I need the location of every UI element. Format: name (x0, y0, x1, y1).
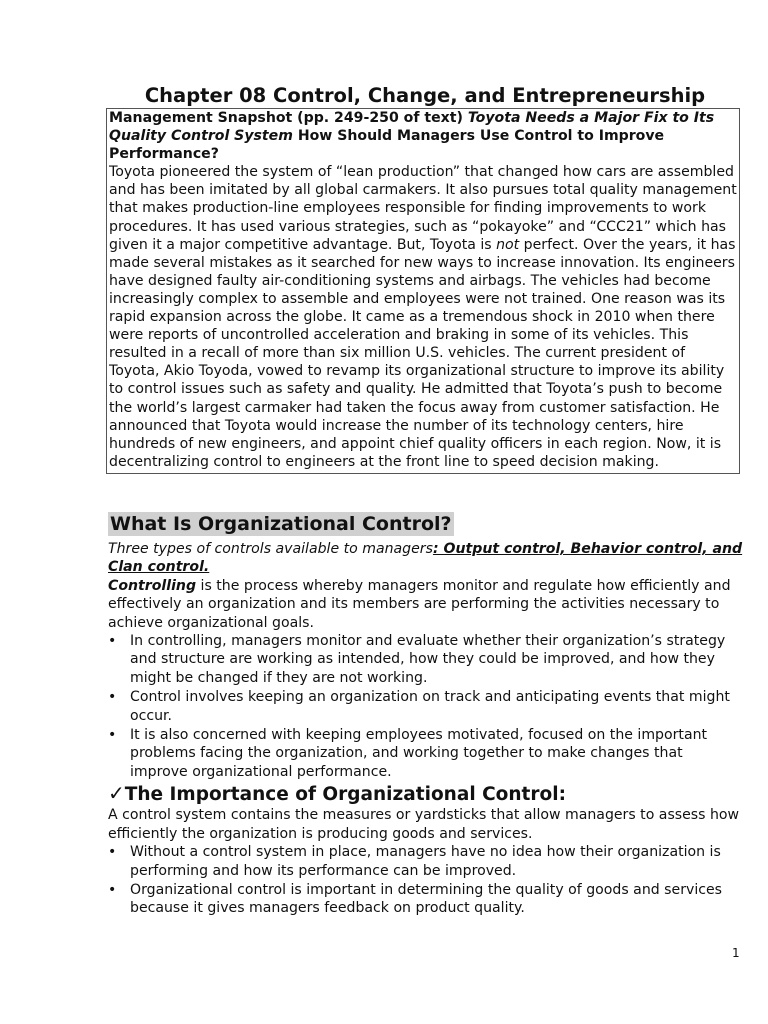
control-types-line (108, 540, 744, 577)
controlling-term: Controlling (108, 577, 197, 594)
control-types-list: : Output control, Behavior control, and Clan control. (108, 541, 743, 576)
snapshot-lead: Management Snapshot (pp. 249-250 of text) (109, 110, 468, 126)
snapshot-italic-title: Toyota Needs a Major Fix to Its Quality Control System (109, 110, 715, 145)
snapshot-question: How Should Managers Use Control to Improve Performance? (109, 128, 665, 163)
controlling-definition (108, 577, 744, 632)
management-snapshot-box (106, 108, 740, 474)
control-types-intro: Three types of controls available to managers (108, 541, 433, 557)
bullet-icon: • (108, 881, 117, 898)
bullet-icon: • (108, 727, 117, 744)
section-heading-importance (108, 782, 744, 806)
control-system-intro: A control system contains the measures or yardsticks that allow managers to assess how efficiently the organization is producing goods and services. (108, 807, 740, 842)
list-item: • Control involves keeping an organization on track and anticipating events that might occur. (108, 689, 730, 724)
snapshot-body (109, 163, 737, 471)
bullet-icon: • (108, 689, 117, 706)
importance-heading-text: The Importance of Organizational Control (124, 784, 559, 806)
snapshot-body-em: not (496, 236, 520, 253)
list-item: • In controlling, managers monitor and evaluate whether their organization’s strategy and structure are working as intended, how they could be improved, and how they might be changed if they are not working. (108, 633, 726, 686)
bullet-icon: • (108, 844, 117, 861)
importance-bullet-list (108, 843, 744, 918)
importance-heading-colon: : (558, 784, 566, 806)
snapshot-body-post: perfect. Over the years, it has made several mistakes as it searched for new ways to increase innovation. Its engineers have designed faulty air-conditioning systems and airbags. The vehicles had become increasingly complex to assemble and employees were not trained. One reason was its rapid expansion across the globe. It came as a tremendous shock in 2010 when there were reports of uncontrolled acceleration and braking in some of its vehicles. This resulted in a recall of more than six million U.S. vehicles. The current president of Toyota, Akio Toyoda, vowed to revamp its organizational structure to improve its ability to control issues such as safety and quality. He admitted that Toyota’s push to become the world’s largest carmaker had taken the focus away from customer satisfaction. He announced that Toyota would increase the number of its technology centers, hire hundreds of new engineers, and appoint chief quality officers in each region. Now, it is decentralizing control to engineers at the front line to speed decision making. (109, 236, 736, 470)
snapshot-body-pre: Toyota pioneered the system of “lean production” that changed how cars are assembled and has been imitated by all global carmakers. It also pursues total quality management that makes production-line employees responsible for finding improvements to work procedures. It has used various strategies, such as “pokayoke” and “CCC21” which has given it a major competitive advantage. But, Toyota is (109, 164, 737, 253)
snapshot-heading (109, 109, 737, 163)
bullet-icon: • (108, 633, 117, 650)
checkmark-icon: ✓ (108, 781, 125, 806)
list-item: • It is also concerned with keeping employees motivated, focused on the important problems facing the organization, and working together to make changes that improve organizational performance. (108, 727, 708, 780)
list-item: • Without a control system in place, managers have no idea how their organization is performing and how its performance can be improved. (108, 844, 721, 879)
controlling-bullet-list (108, 632, 744, 781)
page-title: Chapter 08 Control, Change, and Entrepreneurship (144, 84, 706, 107)
page-number: 1 (732, 946, 740, 960)
controlling-definition-text: is the process whereby managers monitor and regulate how efficiently and effectively an organization and its members are performing the activities necessary to achieve organizational goals. (108, 577, 731, 631)
section-heading-organizational-control: What Is Organizational Control? (110, 513, 452, 535)
main-content (108, 512, 744, 919)
list-item: • Organizational control is important in determining the quality of goods and services because it gives managers feedback on product quality. (108, 881, 723, 917)
